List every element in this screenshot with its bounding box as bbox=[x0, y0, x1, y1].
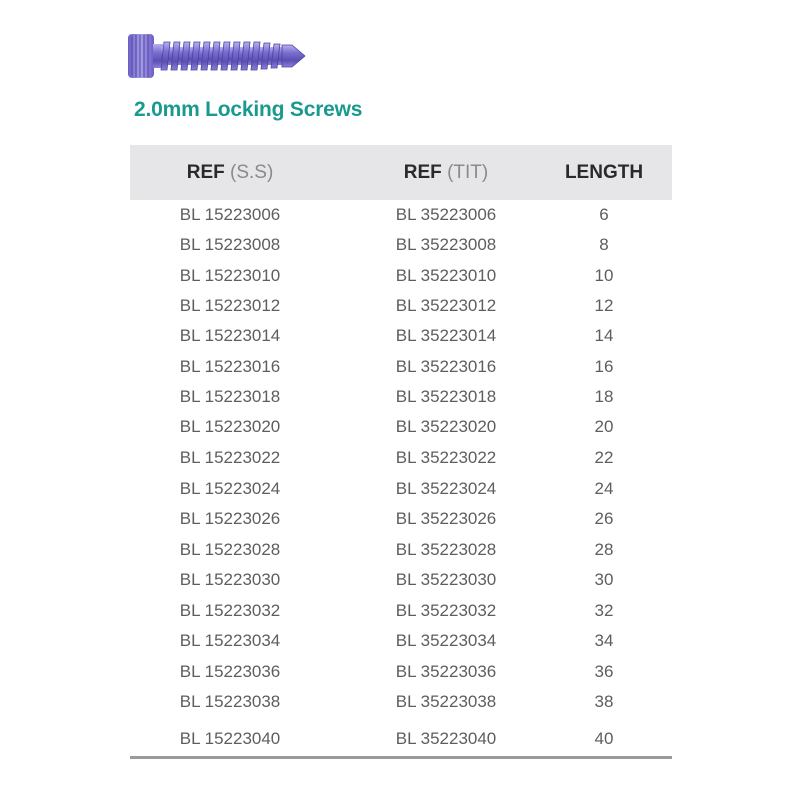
table-row bbox=[130, 230, 672, 260]
ref-ss-cell: BL 15223010 bbox=[179, 266, 281, 285]
table-row bbox=[130, 504, 672, 534]
length-cell: 36 bbox=[594, 662, 614, 681]
table-row bbox=[130, 261, 672, 291]
table-row bbox=[130, 321, 672, 351]
table-row bbox=[130, 474, 672, 504]
table-row bbox=[130, 596, 672, 626]
ref-tit-cell: BL 35223008 bbox=[395, 235, 497, 254]
ref-tit-cell: BL 35223022 bbox=[395, 448, 497, 467]
length-cell: 40 bbox=[594, 729, 614, 748]
ref-ss-cell: BL 15223030 bbox=[179, 570, 281, 589]
length-cell: 26 bbox=[594, 509, 614, 528]
locking-screw-image bbox=[126, 30, 308, 82]
ref-ss-cell: BL 15223022 bbox=[179, 448, 281, 467]
table-row bbox=[130, 291, 672, 321]
ref-tit-cell: BL 35223020 bbox=[395, 417, 497, 436]
ref-tit-cell: BL 35223014 bbox=[395, 326, 497, 345]
length-cell: 24 bbox=[594, 479, 614, 498]
ref-tit-cell: BL 35223018 bbox=[395, 387, 497, 406]
ref-tit-cell: BL 35223012 bbox=[395, 296, 497, 315]
ref-ss-cell: BL 15223014 bbox=[179, 326, 281, 345]
length-cell: 38 bbox=[594, 692, 614, 711]
table-row bbox=[130, 535, 672, 565]
table-row bbox=[130, 443, 672, 473]
ref-ss-cell: BL 15223026 bbox=[179, 509, 281, 528]
ref-tit-cell: BL 35223006 bbox=[395, 205, 497, 224]
ref-ss-cell: BL 15223032 bbox=[179, 601, 281, 620]
length-cell: 12 bbox=[594, 296, 614, 315]
ref-tit-cell: BL 35223010 bbox=[395, 266, 497, 285]
ref-tit-cell: BL 35223036 bbox=[395, 662, 497, 681]
length-cell: 20 bbox=[594, 417, 614, 436]
table-body bbox=[130, 200, 672, 760]
ref-ss-cell: BL 15223028 bbox=[179, 540, 281, 559]
ref-tit-cell: BL 35223028 bbox=[395, 540, 497, 559]
ref-tit-cell: BL 35223030 bbox=[395, 570, 497, 589]
ref-tit-cell: BL 35223034 bbox=[395, 631, 497, 650]
table-row bbox=[130, 200, 672, 230]
ref-ss-cell: BL 15223024 bbox=[179, 479, 281, 498]
ref-tit-cell: BL 35223024 bbox=[395, 479, 497, 498]
length-cell: 6 bbox=[599, 205, 609, 224]
header-ref-ss: REF (S.S) bbox=[186, 162, 274, 183]
header-ref-tit: REF (TIT) bbox=[403, 162, 489, 183]
table-row bbox=[130, 626, 672, 656]
length-cell: 14 bbox=[594, 326, 614, 345]
length-cell: 34 bbox=[594, 631, 614, 650]
length-cell: 10 bbox=[594, 266, 614, 285]
length-cell: 30 bbox=[594, 570, 614, 589]
length-cell: 18 bbox=[594, 387, 614, 406]
screw-table bbox=[130, 145, 672, 760]
ref-tit-cell: BL 35223032 bbox=[395, 601, 497, 620]
table-row bbox=[130, 687, 672, 717]
ref-ss-cell: BL 15223016 bbox=[179, 357, 281, 376]
ref-tit-cell: BL 35223040 bbox=[395, 729, 497, 748]
ref-ss-cell: BL 15223008 bbox=[179, 235, 281, 254]
length-cell: 8 bbox=[599, 235, 609, 254]
header-length: LENGTH bbox=[564, 162, 644, 183]
ref-ss-cell: BL 15223012 bbox=[179, 296, 281, 315]
table-row bbox=[130, 352, 672, 382]
ref-ss-cell: BL 15223020 bbox=[179, 417, 281, 436]
ref-ss-cell: BL 15223018 bbox=[179, 387, 281, 406]
table-header bbox=[130, 145, 672, 200]
ref-tit-cell: BL 35223016 bbox=[395, 357, 497, 376]
ref-tit-cell: BL 35223038 bbox=[395, 692, 497, 711]
table-row bbox=[130, 657, 672, 687]
length-cell: 22 bbox=[594, 448, 614, 467]
ref-ss-cell: BL 15223036 bbox=[179, 662, 281, 681]
table-row bbox=[130, 412, 672, 442]
ref-ss-cell: BL 15223006 bbox=[179, 205, 281, 224]
page-title: 2.0mm Locking Screws bbox=[134, 98, 363, 121]
ref-tit-cell: BL 35223026 bbox=[395, 509, 497, 528]
length-cell: 32 bbox=[594, 601, 614, 620]
table-row bbox=[130, 565, 672, 595]
table-row bbox=[130, 724, 672, 754]
length-cell: 28 bbox=[594, 540, 614, 559]
table-bottom-rule bbox=[130, 756, 672, 759]
length-cell: 16 bbox=[594, 357, 614, 376]
ref-ss-cell: BL 15223040 bbox=[179, 729, 281, 748]
ref-ss-cell: BL 15223038 bbox=[179, 692, 281, 711]
ref-ss-cell: BL 15223034 bbox=[179, 631, 281, 650]
table-row bbox=[130, 382, 672, 412]
